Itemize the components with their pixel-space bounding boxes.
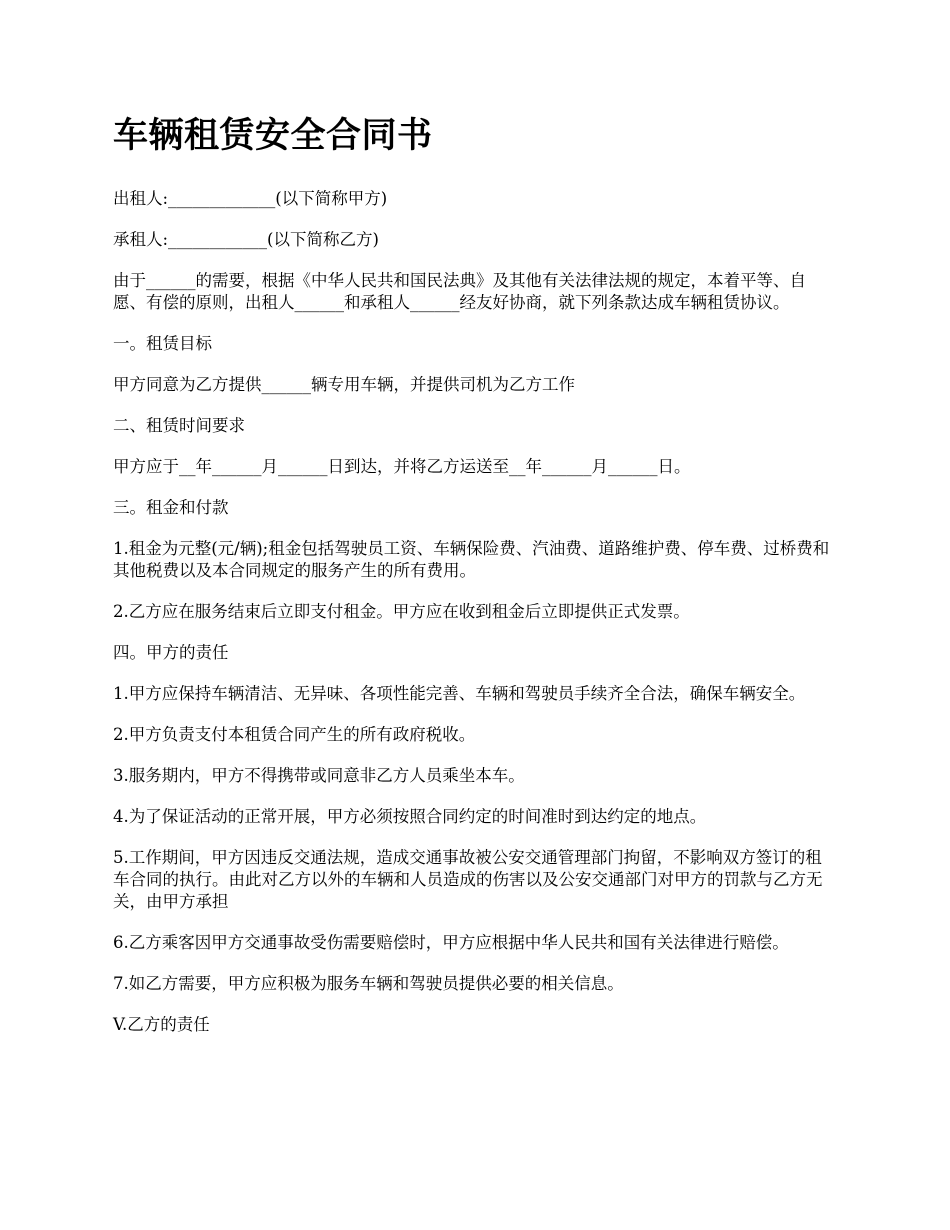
clause-4-5: 5.工作期间，甲方因违反交通法规，造成交通事故被公安交通管理部门拘留，不影响双方签订的租车合同的执行。由此对乙方以外的车辆和人员造成的伤害以及公安交通部门对甲方的罚款与乙方无关，由甲方承担 xyxy=(113,848,823,911)
lessor-line: 出租人:_____________(以下简称甲方) xyxy=(113,189,388,208)
section-heading-4: 四。甲方的责任 xyxy=(113,643,229,662)
clause-4-7: 7.如乙方需要，甲方应积极为服务车辆和驾驶员提供必要的相关信息。 xyxy=(113,974,624,993)
clause-4-6: 6.乙方乘客因甲方交通事故受伤需要赔偿时，甲方应根据中华人民共和国有关法律进行赔偿。 xyxy=(113,933,789,952)
clause-3-1: 1.租金为元整(元/辆);租金包括驾驶员工资、车辆保险费、汽油费、道路维护费、停车费、过桥费和其他税费以及本合同规定的服务产生的所有费用。 xyxy=(113,539,830,580)
lessee-line: 承租人:____________(以下简称乙方) xyxy=(113,230,379,249)
clause-4-1: 1.甲方应保持车辆清洁、无异味、各项性能完善、车辆和驾驶员手续齐全合法，确保车辆安全。 xyxy=(113,684,806,703)
clause-4-4: 4.为了保证活动的正常开展，甲方必须按照合同约定的时间准时到达约定的地点。 xyxy=(113,807,707,826)
clause-4-2: 2.甲方负责支付本租赁合同产生的所有政府税收。 xyxy=(113,725,476,744)
section-heading-5: V.乙方的责任 xyxy=(113,1015,210,1034)
clause-3-2: 2.乙方应在服务结束后立即支付租金。甲方应在收到租金后立即提供正式发票。 xyxy=(113,602,690,621)
section-heading-2: 二、租赁时间要求 xyxy=(113,416,245,435)
preamble-paragraph: 由于______的需要，根据《中华人民共和国民法典》及其他有关法律法规的规定，本着平等、自愿、有偿的原则，出租人______和承租人______经友好协商，就下列条款达成车辆租赁协议。 xyxy=(113,271,806,312)
section-heading-1: 一。租赁目标 xyxy=(113,334,212,353)
document-page xyxy=(113,108,838,1055)
section-1-paragraph: 甲方同意为乙方提供______辆专用车辆，并提供司机为乙方工作 xyxy=(113,375,575,394)
clause-4-3: 3.服务期内，甲方不得携带或同意非乙方人员乘坐本车。 xyxy=(113,766,525,785)
document-title: 车辆租赁安全合同书 xyxy=(113,115,433,156)
section-2-paragraph: 甲方应于__年______月______日到达，并将乙方运送至__年______月______日。 xyxy=(113,457,691,476)
section-heading-3: 三。租金和付款 xyxy=(113,498,229,517)
